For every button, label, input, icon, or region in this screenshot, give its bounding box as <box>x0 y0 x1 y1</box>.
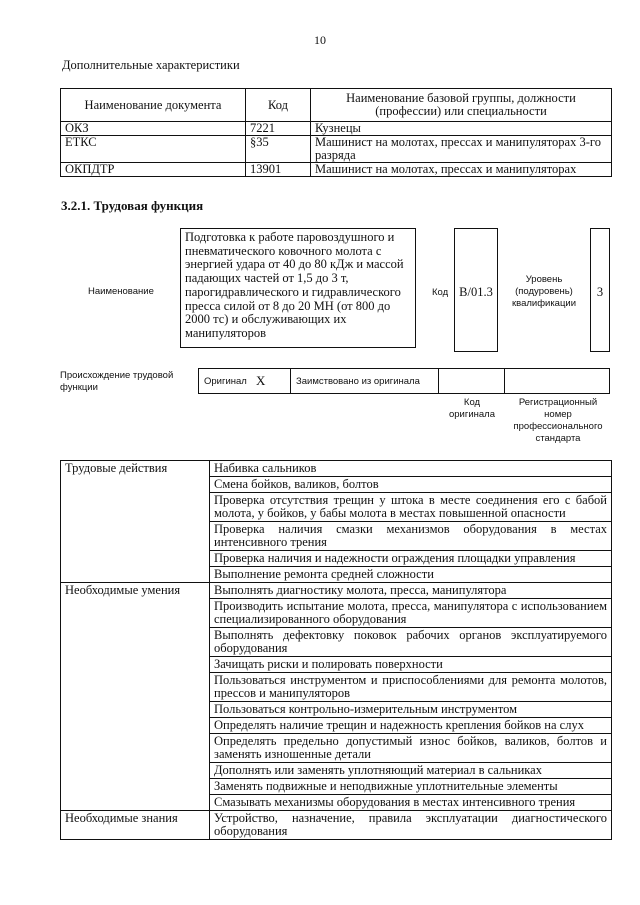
cell-code: §35 <box>246 136 311 163</box>
function-heading: 3.2.1. Трудовая функция <box>61 198 204 213</box>
cell-group: Кузнецы <box>311 122 612 136</box>
code-box: B/01.3 <box>454 228 498 352</box>
table-row <box>61 583 612 599</box>
item-cell: Заменять подвижные и неподвижные уплотнительные элементы <box>210 779 612 795</box>
code-label: Код <box>432 287 449 298</box>
borrowed-label: Заимствовано из оригинала <box>296 376 420 387</box>
item-cell: Выполнять дефектовку поковок рабочих органов эксплуатируемого оборудования <box>210 628 612 657</box>
details-table <box>60 460 612 840</box>
table-row <box>61 163 612 177</box>
level-box: 3 <box>590 228 610 352</box>
cell-doc: ЕТКС <box>61 136 246 163</box>
function-name-box: Подготовка к работе паровоздушного и пневматического ковочного молота с энергией удара от 40 до 80 кДж и массой падающих частей от 1,5 до 3 т, парогидравлического и гидравлического пресса силой от 8 до 20 МН (от 800 до 2000 тс) и обслуживающих их манипуляторов <box>180 228 416 348</box>
divider <box>290 368 291 394</box>
category-cell: Необходимые знания <box>61 811 210 840</box>
original-label: Оригинал <box>204 376 247 387</box>
item-cell: Определять предельно допустимый износ бойков, валиков, болтов и заменять изношенные детали <box>210 734 612 763</box>
page-number: 10 <box>314 33 326 47</box>
origin-code-caption: Код оригинала <box>448 397 495 420</box>
item-cell: Выполнять диагностику молота, пресса, манипулятора <box>210 583 612 599</box>
item-cell: Пользоваться контрольно-измерительным инструментом <box>210 702 612 718</box>
item-cell: Дополнять или заменять уплотняющий материал в сальниках <box>210 763 612 779</box>
item-cell: Смена бойков, валиков, болтов <box>210 477 612 493</box>
cell-doc: ОКЗ <box>61 122 246 136</box>
item-cell: Проверка отсутствия трещин у штока в месте соединения его с бабой молота, у бойков, у бабы молота в местах повышенной опасности <box>210 493 612 522</box>
item-cell: Устройство, назначение, правила эксплуатации диагностического оборудования <box>210 811 612 840</box>
header-code: Код <box>246 89 311 122</box>
cell-group: Машинист на молотах, прессах и манипуляторах 3-го разряда <box>311 136 612 163</box>
cell-code: 13901 <box>246 163 311 177</box>
item-cell: Пользоваться инструментом и приспособлениями для ремонта молотов, прессов и манипуляторов <box>210 673 612 702</box>
table-row <box>61 461 612 477</box>
table-header-row <box>61 89 612 122</box>
divider <box>504 368 505 394</box>
table-row <box>61 136 612 163</box>
additional-table <box>60 88 612 177</box>
divider <box>438 368 439 394</box>
category-cell: Трудовые действия <box>61 461 210 583</box>
item-cell: Производить испытание молота, пресса, манипулятора с использованием специализированного оборудования <box>210 599 612 628</box>
item-cell: Смазывать механизмы оборудования в местах интенсивного трения <box>210 795 612 811</box>
item-cell: Проверка наличия смазки механизмов оборудования в местах интенсивного трения <box>210 522 612 551</box>
table-row <box>61 122 612 136</box>
header-group: Наименование базовой группы, должности (профессии) или специальности <box>311 89 612 122</box>
reg-number-caption: Регистрационный номер профессионального стандарта <box>513 397 603 444</box>
level-label: Уровень (подуровень) квалификации <box>511 274 577 309</box>
cell-doc: ОКПДТР <box>61 163 246 177</box>
item-cell: Выполнение ремонта средней сложности <box>210 567 612 583</box>
item-cell: Зачищать риски и полировать поверхности <box>210 657 612 673</box>
table-row <box>61 811 612 840</box>
header-doc: Наименование документа <box>61 89 246 122</box>
cell-code: 7221 <box>246 122 311 136</box>
item-cell: Проверка наличия и надежности ограждения площадки управления <box>210 551 612 567</box>
additional-heading: Дополнительные характеристики <box>62 58 240 72</box>
cell-group: Машинист на молотах, прессах и манипуляторах <box>311 163 612 177</box>
original-mark: X <box>256 373 266 388</box>
name-label: Наименование <box>88 286 154 297</box>
category-cell: Необходимые умения <box>61 583 210 811</box>
item-cell: Определять наличие трещин и надежность крепления бойков на слух <box>210 718 612 734</box>
item-cell: Набивка сальников <box>210 461 612 477</box>
origin-label: Происхождение трудовой функции <box>60 370 174 393</box>
